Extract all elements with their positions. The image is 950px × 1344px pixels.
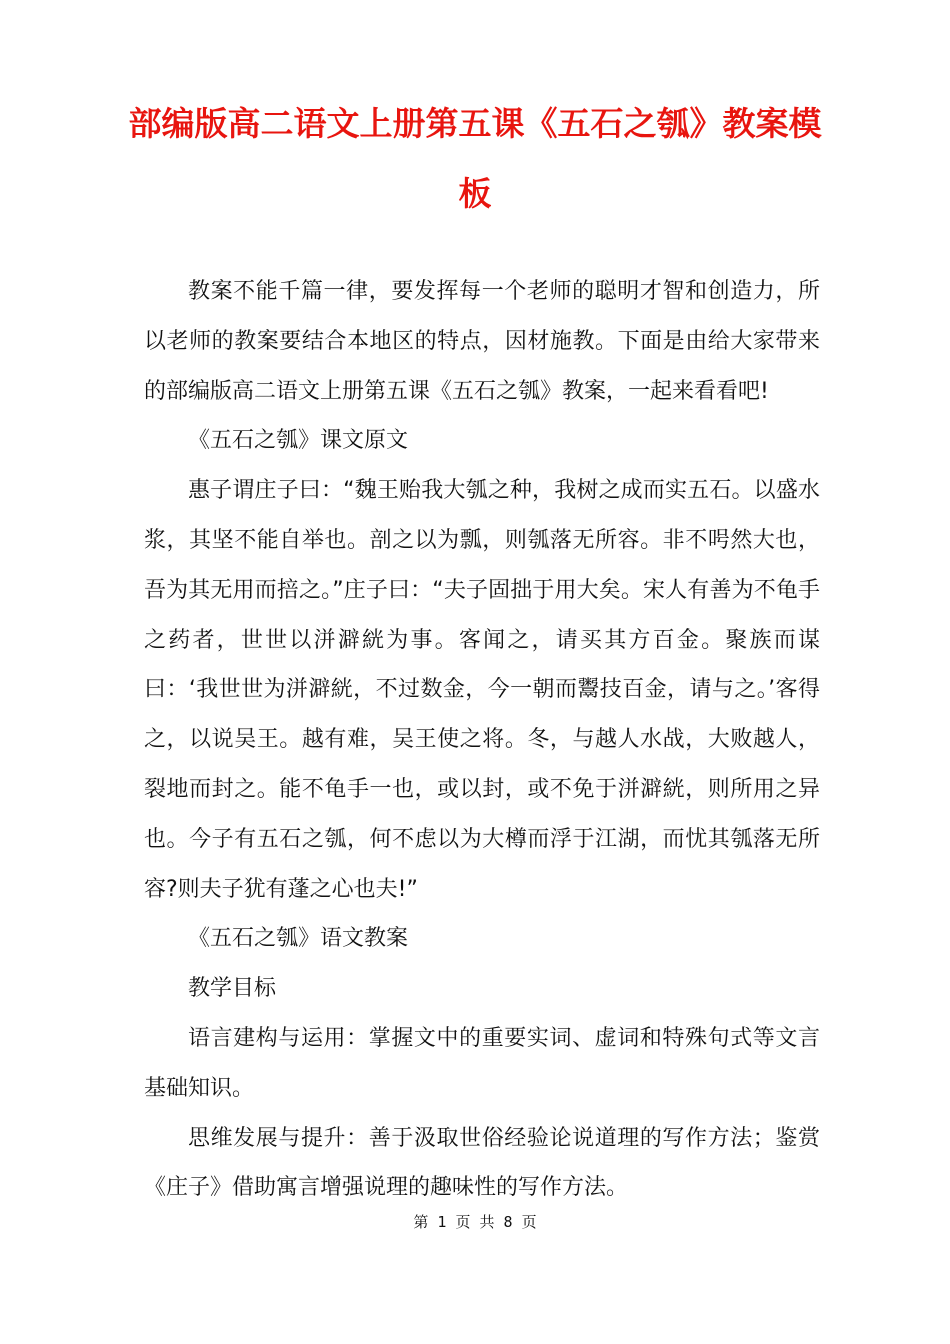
original-text-paragraph: 惠子谓庄子曰：“魏王贻我大瓠之种，我树之成而实五石。以盛水浆，其坚不能自举也。剖之以为瓢，则瓠落无所容。非不呺然大也，吾为其无用而掊之。”庄子曰：“夫子固拙于用大矣。宋人有善为不龟手之药者，世世以洴澼絖为事。客闻之，请买其方百金。聚族而谋曰：‘我世世为洴澼絖，不过数金，今一朝而鬻技百金，请与之。’客得之，以说吴王。越有难，吴王使之将。冬，与越人水战，大败越人，裂地而封之。能不龟手一也，或以封，或不免于洴澼絖，则所用之异也。今子有五石之瓠，何不虑以为大樽而浮于江湖，而忧其瓠落无所容?则夫子犹有蓬之心也夫!” <box>144 478 820 902</box>
document-title: 部编版高二语文上册第五课《五石之瓠》教案模 <box>128 104 822 143</box>
section-heading-original-text: 《五石之瓠》课文原文 <box>188 428 409 454</box>
goal-thinking-paragraph: 思维发展与提升：善于汲取世俗经验论说道理的写作方法；鉴赏《庄子》借助寓言增强说理的趣味性的写作方法。 <box>144 1125 820 1201</box>
document-title-continued: 板 <box>458 174 492 213</box>
goal-language-paragraph: 语言建构与运用：掌握文中的重要实词、虚词和特殊句式等文言基础知识。 <box>144 1025 820 1101</box>
document-body <box>144 267 820 1213</box>
page-footer: 第 1 页 共 8 页 <box>413 1213 537 1231</box>
section-heading-teaching-goals: 教学目标 <box>188 976 277 1002</box>
intro-paragraph: 教案不能千篇一律，要发挥每一个老师的聪明才智和创造力，所以老师的教案要结合本地区的特点，因材施教。下面是由给大家带来的部编版高二语文上册第五课《五石之瓠》教案，一起来看看吧! <box>144 279 820 404</box>
section-heading-lesson-plan: 《五石之瓠》语文教案 <box>188 926 409 952</box>
